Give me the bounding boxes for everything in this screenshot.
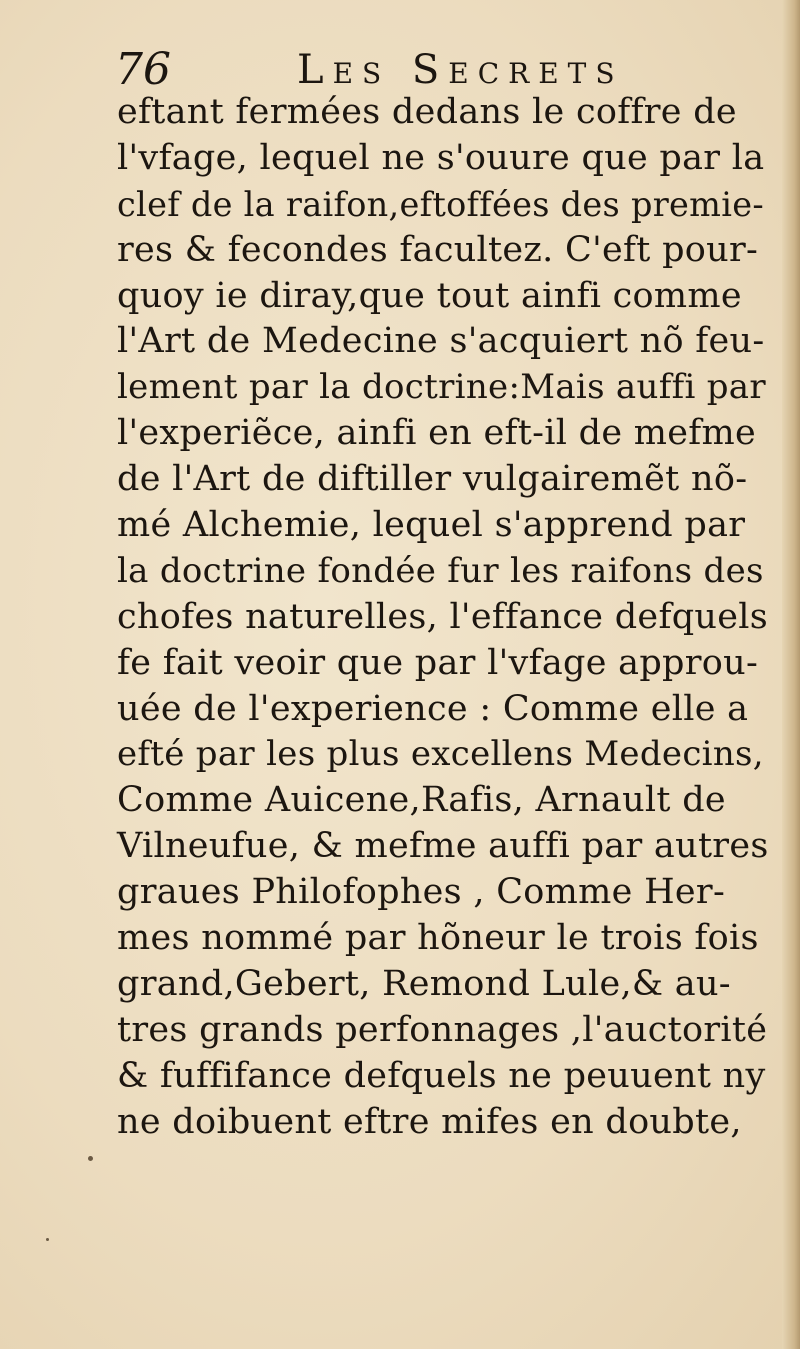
ink-speck bbox=[46, 1238, 49, 1241]
text-line: lement par la doctrine:Mais auffi par bbox=[117, 367, 766, 408]
text-line: tres grands perfonnages ,l'auctorité bbox=[117, 1009, 768, 1050]
text-line: quoy ie diray,que tout ainfi comme bbox=[117, 275, 742, 316]
body-text bbox=[117, 90, 797, 1145]
text-line: de l'Art de diftiller vulgairemẽt nõ- bbox=[117, 459, 748, 500]
text-line: l'experiẽce, ainfi en eft-il de mefme bbox=[117, 413, 757, 454]
text-line: l'Art de Medecine s'acquiert nõ feu- bbox=[117, 321, 765, 362]
text-line: chofes naturelles, l'effance defquels bbox=[117, 596, 769, 637]
text-line: mes nommé par hõneur le trois fois bbox=[117, 918, 759, 959]
text-line: grand,Gebert, Remond Lule,& au- bbox=[117, 963, 731, 1004]
text-line: Vilneufue, & mefme auffi par autres bbox=[117, 826, 769, 867]
page-number: 76 bbox=[115, 44, 171, 95]
text-line: mé Alchemie, lequel s'apprend par bbox=[117, 505, 746, 546]
text-line: la doctrine fondée fur les raifons des bbox=[117, 550, 764, 591]
text-line: uée de l'experience : Comme elle a bbox=[117, 688, 749, 729]
text-line: fe fait veoir que par l'vfage approu- bbox=[117, 642, 759, 683]
text-line: eftant fermées dedans le coffre de bbox=[117, 92, 737, 132]
text-line: & fuffifance defquels ne peuuent ny bbox=[117, 1055, 766, 1096]
text-line: l'vfage, lequel ne s'ouure que par la bbox=[117, 137, 765, 178]
running-head: Les Secrets bbox=[297, 47, 624, 93]
text-line: Comme Auicene,Rafis, Arnault de bbox=[117, 780, 726, 821]
text-line: clef de la raifon,eftoffées des premie- bbox=[117, 184, 764, 224]
text-line: ne doibuent eftre mifes en doubte, bbox=[117, 1101, 742, 1142]
text-line: res & fecondes facultez. C'eft pour- bbox=[117, 229, 759, 270]
ink-speck bbox=[88, 1156, 93, 1161]
text-line: graues Philofophes , Comme Her- bbox=[117, 872, 726, 913]
text-line: efté par les plus excellens Medecins, bbox=[117, 734, 764, 775]
